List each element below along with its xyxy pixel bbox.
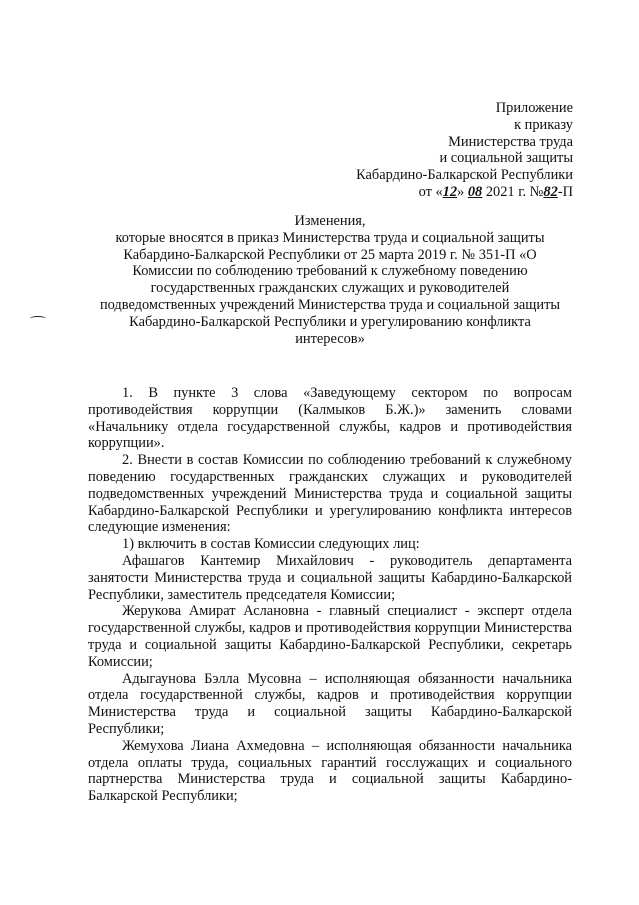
title-line: Кабардино-Балкарской Республики от 25 марта 2019 г. № 351-П «О <box>123 246 537 263</box>
member-zhemukhova: Жемухова Лиана Ахмедовна – исполняющая обязанности начальника отдела оплаты труда, социальных гарантий госслужащих и социального партнерства Министерства труда и социальной защиты Кабардино-Балкарской Республики; <box>88 737 572 805</box>
document-title <box>80 213 580 347</box>
paragraph-item-1: 1. В пункте 3 слова «Заведующему сектором по вопросам противодействия коррупции (Калмыков Б.Ж.)» заменить словами «Начальнику отдела государственной службы, кадров и противодействия коррупции». <box>88 385 572 452</box>
date-mid: » <box>457 183 468 200</box>
appendix-header <box>356 100 573 201</box>
member-zherukova: Жерукова Амират Аслановна - главный специалист - эксперт отдела государственной службы, кадров и противодействия коррупции Министерства труда и социальной защиты Кабардино-Балкарской Республики, секретарь Комиссии; <box>88 603 572 670</box>
date-prefix: от « <box>418 183 443 200</box>
title-line: Кабардино-Балкарской Республики и урегулированию конфликта <box>129 313 531 330</box>
order-date-number <box>356 184 573 201</box>
appendix-label: Приложение <box>495 100 573 116</box>
order-reference: к приказу <box>514 116 573 133</box>
member-adygaunova: Адыгаунова Бэлла Мусовна – исполняющая обязанности начальника отдела государственной службы, кадров и противодействия коррупции Министерства труда и социальной защиты Кабардино-Балкарской Республики; <box>88 670 572 737</box>
title-line: которые вносятся в приказ Министерства труда и социальной защиты <box>115 229 545 246</box>
member-afashagov: Афашагов Кантемир Михайлович - руководитель департамента занятости Министерства труда и социальной защиты Кабардино-Балкарской Республики, заместитель председателя Комиссии; <box>88 552 572 603</box>
scan-artifact-mark <box>30 316 46 321</box>
number-suffix: -П <box>557 183 573 200</box>
title-line: государственных гражданских служащих и руководителей <box>150 280 510 297</box>
handwritten-month: 08 <box>467 183 483 200</box>
paragraph-subitem-1: 1) включить в состав Комиссии следующих лиц: <box>122 536 420 553</box>
handwritten-day: 12 <box>442 183 458 200</box>
document-body <box>88 385 572 805</box>
title-line: Комиссии по соблюдению требований к служебному поведению <box>132 263 528 280</box>
ministry-name-line1: Министерства труда <box>448 133 573 150</box>
title-line: интересов» <box>295 330 365 347</box>
title-line: подведомственных учреждений Министерства труда и социальной защиты <box>99 296 561 313</box>
title-heading: Изменения, <box>294 213 366 229</box>
date-year: 2021 г. № <box>482 183 544 200</box>
paragraph-item-2: 2. Внести в состав Комиссии по соблюдению требований к служебному поведению государственных гражданских служащих и руководителей подведомственных учреждений Министерства труда и социальной защиты Кабардино-Балкарской Республики и урегулированию конфликта интересов следующие изменения: <box>88 452 572 536</box>
ministry-name-line2: и социальной защиты <box>439 150 573 167</box>
handwritten-number: 82 <box>543 183 558 200</box>
republic-name: Кабардино-Балкарской Республики <box>356 167 573 184</box>
